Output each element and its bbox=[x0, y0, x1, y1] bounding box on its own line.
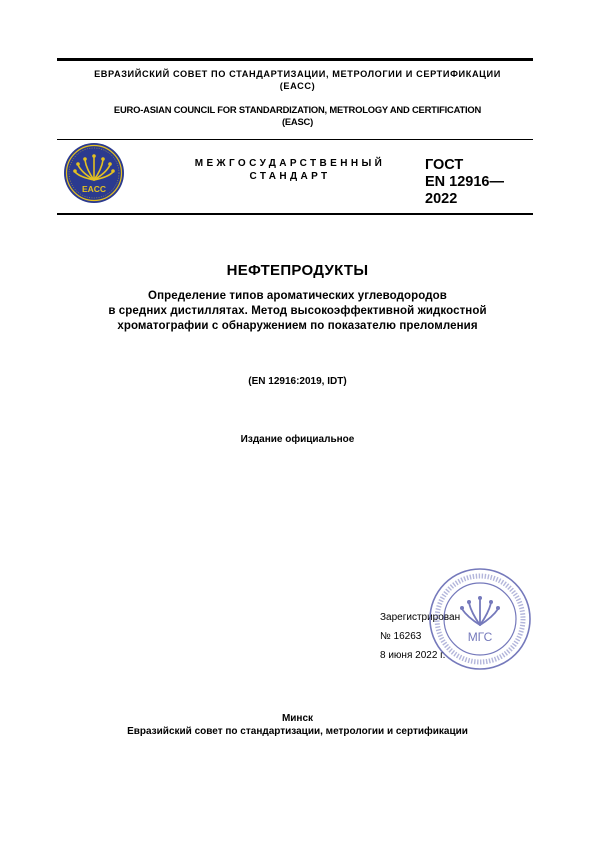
council-abbr-ru: (ЕАСС) bbox=[279, 81, 316, 91]
registration-label: Зарегистрирован bbox=[380, 612, 461, 623]
header-divider bbox=[57, 139, 533, 140]
subtitle-line-1: Определение типов ароматических углеводородов bbox=[148, 290, 447, 302]
council-name-en-text: EURO-ASIAN COUNCIL FOR STANDARDIZATION, METROLOGY AND CERTIFICATION bbox=[113, 104, 482, 115]
subtitle-line-3: хроматографии с обнаружением по показателю преломления bbox=[117, 320, 478, 332]
publisher-name: Евразийский совет по стандартизации, метрологии и сертификации bbox=[127, 726, 468, 737]
edition-note: Издание официальное bbox=[240, 434, 355, 445]
gost-number: EN 12916— bbox=[425, 174, 504, 190]
gost-designation bbox=[425, 157, 504, 208]
standard-type-line2: СТАНДАРТ bbox=[249, 171, 331, 182]
document-title: НЕФТЕПРОДУКТЫ bbox=[226, 262, 369, 279]
easc-emblem-icon bbox=[63, 142, 125, 204]
document-subtitle bbox=[0, 289, 595, 334]
council-name-ru bbox=[0, 68, 595, 92]
gost-year: 2022 bbox=[425, 191, 458, 207]
reference-standard: (EN 12916:2019, IDT) bbox=[248, 376, 347, 387]
top-rule bbox=[57, 58, 533, 61]
registration-number: № 16263 bbox=[380, 631, 422, 642]
registration-date: 8 июня 2022 г. bbox=[380, 650, 446, 661]
council-name-en bbox=[0, 104, 595, 128]
mgs-stamp-icon bbox=[428, 567, 532, 671]
publication-city: Минск bbox=[281, 713, 314, 724]
gost-label: ГОСТ bbox=[425, 157, 464, 173]
stamp-text: МГС bbox=[467, 630, 493, 644]
council-name-ru-text: ЕВРАЗИЙСКИЙ СОВЕТ ПО СТАНДАРТИЗАЦИИ, МЕТРОЛОГИИ И СЕРТИФИКАЦИИ bbox=[94, 69, 501, 79]
standard-type-line1: МЕЖГОСУДАРСТВЕННЫЙ bbox=[194, 158, 386, 169]
logo-text: EACC bbox=[81, 184, 107, 194]
standard-divider bbox=[57, 213, 533, 215]
council-abbr-en: (EASC) bbox=[281, 116, 314, 127]
subtitle-line-2: в средних дистиллятах. Метод высокоэффективной жидкостной bbox=[108, 305, 487, 317]
